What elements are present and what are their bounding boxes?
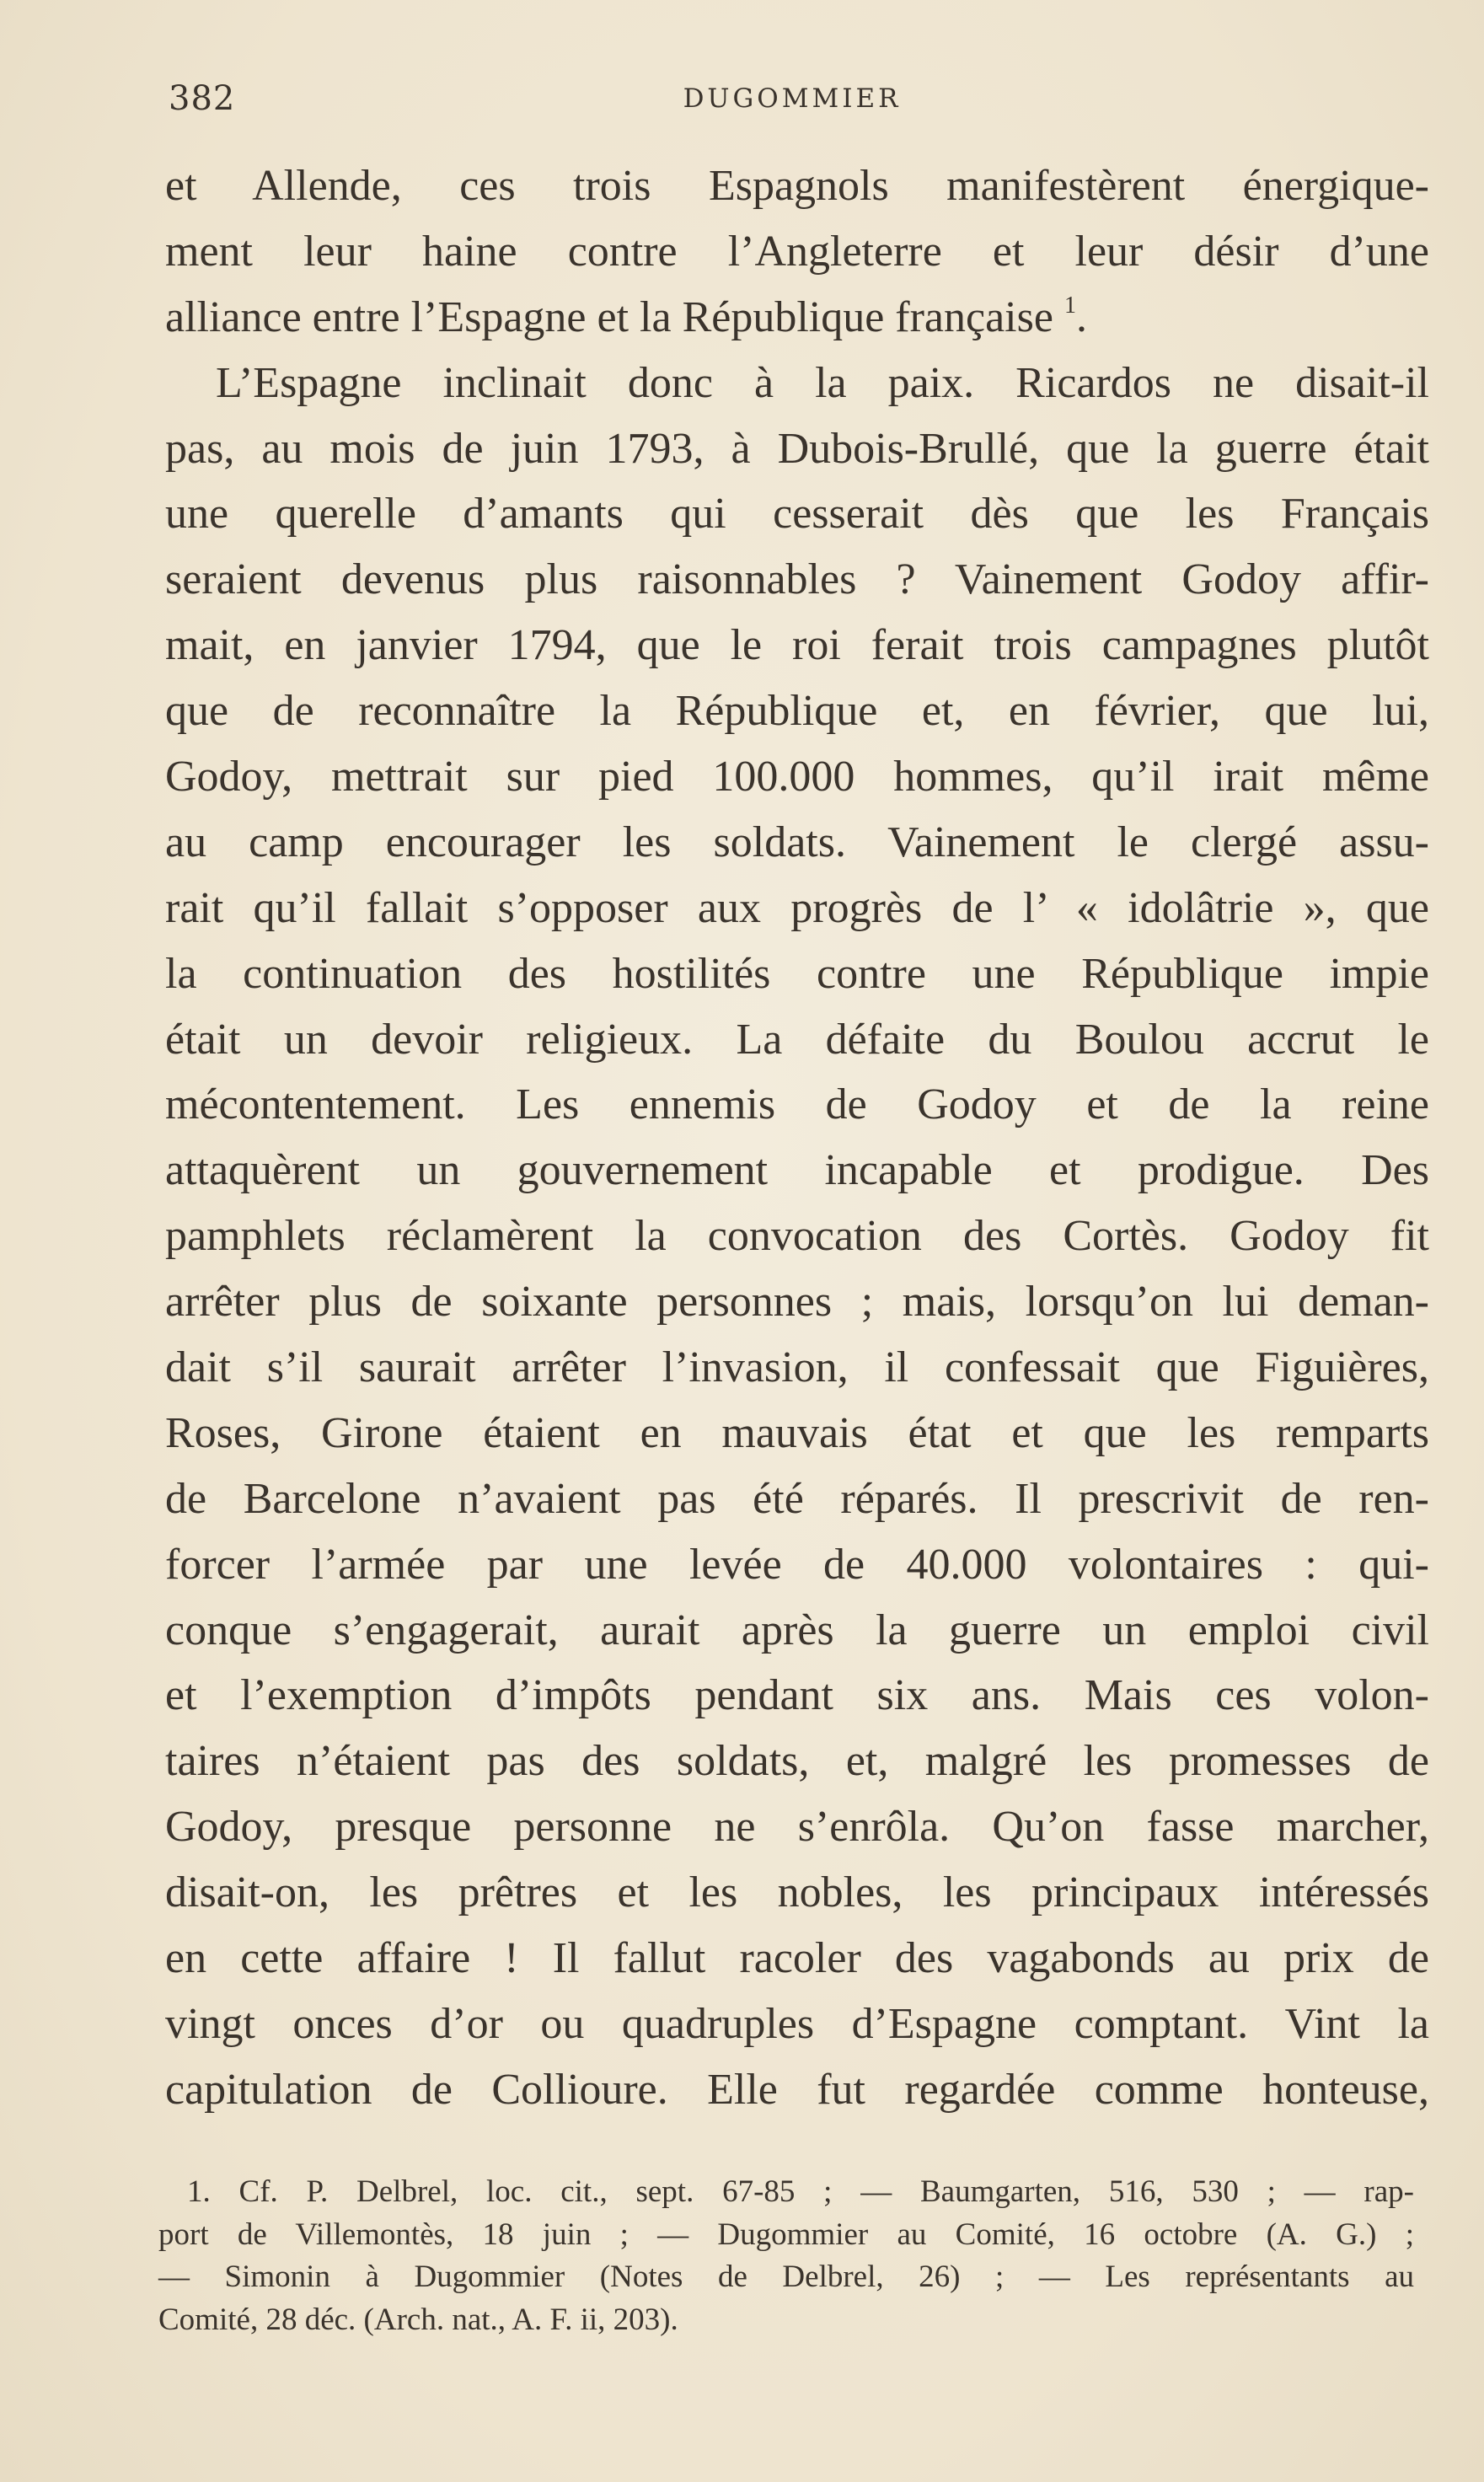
- text-line: pas, au mois de juin 1793, à Dubois-Brullé, que la guerre était: [165, 424, 1429, 473]
- text-line: dait s’il saurait arrêter l’invasion, il confessait que Figuières,: [165, 1343, 1429, 1392]
- text-line: attaquèrent un gouvernement incapable et prodigue. Des: [165, 1146, 1429, 1195]
- text-line: capitulation de Collioure. Elle fut regardée comme honteuse,: [165, 2065, 1429, 2114]
- text-line: L’Espagne inclinait donc à la paix. Ricardos ne disait-il: [216, 358, 1429, 407]
- footnote-line: port de Villemontès, 18 juin ; — Dugommier au Comité, 16 octobre (A. G.) ;: [158, 2217, 1414, 2252]
- text-line: alliance entre l’Espagne et la République française $^1$.: [165, 292, 1087, 341]
- text-line: forcer l’armée par une levée de 40.000 volontaires : qui-: [165, 1540, 1429, 1589]
- text-line: une querelle d’amants qui cesserait dès que les Français: [165, 490, 1429, 539]
- page-header: [169, 78, 1416, 120]
- text-line: que de reconnaître la République et, en février, que lui,: [165, 687, 1429, 736]
- text-line: rait qu’il fallait s’opposer aux progrès de l’ « idolâtrie », que: [165, 883, 1429, 932]
- footnote-line: 1. Cf. P. Delbrel, loc. cit., sept. 67-85 ; — Baumgarten, 516, 530 ; — rap-: [187, 2174, 1414, 2209]
- text-line-content: alliance entre l’Espagne et la République française: [165, 292, 1053, 341]
- text-line: conque s’engagerait, aurait après la guerre un emploi civil: [165, 1606, 1429, 1654]
- text-line: au camp encourager les soldats. Vainement le clergé assu-: [165, 818, 1429, 866]
- text-line: seraient devenus plus raisonnables ? Vainement Godoy affir-: [165, 555, 1429, 604]
- text-line: pamphlets réclamèrent la convocation des Cortès. Godoy fit: [165, 1212, 1429, 1261]
- text-line: de Barcelone n’avaient pas été réparés. Il prescrivit de ren-: [165, 1474, 1429, 1523]
- body-text: [165, 153, 1429, 2123]
- text-line: était un devoir religieux. La défaite du Boulou accrut le: [165, 1015, 1429, 1064]
- text-line: et Allende, ces trois Espagnols manifestèrent énergique-: [165, 162, 1429, 210]
- text-line: ment leur haine contre l’Angleterre et leur désir d’une: [165, 227, 1429, 276]
- footnote-line: — Simonin à Dugommier (Notes de Delbrel, 26) ; — Les représentants au: [158, 2260, 1414, 2294]
- running-title: DUGOMMIER: [683, 83, 902, 114]
- text-line: mécontentement. Les ennemis de Godoy et de la reine: [165, 1080, 1429, 1129]
- footnote-line: Comité, 28 déc. (Arch. nat., A. F. ii, 203).: [158, 2302, 678, 2337]
- footnotes: [158, 2171, 1414, 2341]
- text-line: arrêter plus de soixante personnes ; mais, lorsqu’on lui deman-: [165, 1278, 1429, 1327]
- text-line: Roses, Girone étaient en mauvais état et que les remparts: [165, 1408, 1429, 1457]
- text-line: mait, en janvier 1794, que le roi ferait trois campagnes plutôt: [165, 621, 1429, 670]
- text-line: taires n’étaient pas des soldats, et, malgré les promesses de: [165, 1737, 1429, 1786]
- text-line: Godoy, presque personne ne s’enrôla. Qu’on fasse marcher,: [165, 1803, 1429, 1852]
- text-line: disait-on, les prêtres et les nobles, les principaux intéressés: [165, 1868, 1429, 1917]
- page-number: 382: [169, 79, 236, 118]
- text-line: en cette affaire ! Il fallut racoler des vagabonds au prix de: [165, 1934, 1429, 1983]
- text-line: la continuation des hostilités contre une République impie: [165, 949, 1429, 998]
- footnote-reference: 1: [1063, 292, 1076, 319]
- text-line: vingt onces d’or ou quadruples d’Espagne comptant. Vint la: [165, 1999, 1429, 2048]
- text-line: et l’exemption d’impôts pendant six ans. Mais ces volon-: [165, 1671, 1429, 1720]
- text-line: Godoy, mettrait sur pied 100.000 hommes, qu’il irait même: [165, 753, 1429, 801]
